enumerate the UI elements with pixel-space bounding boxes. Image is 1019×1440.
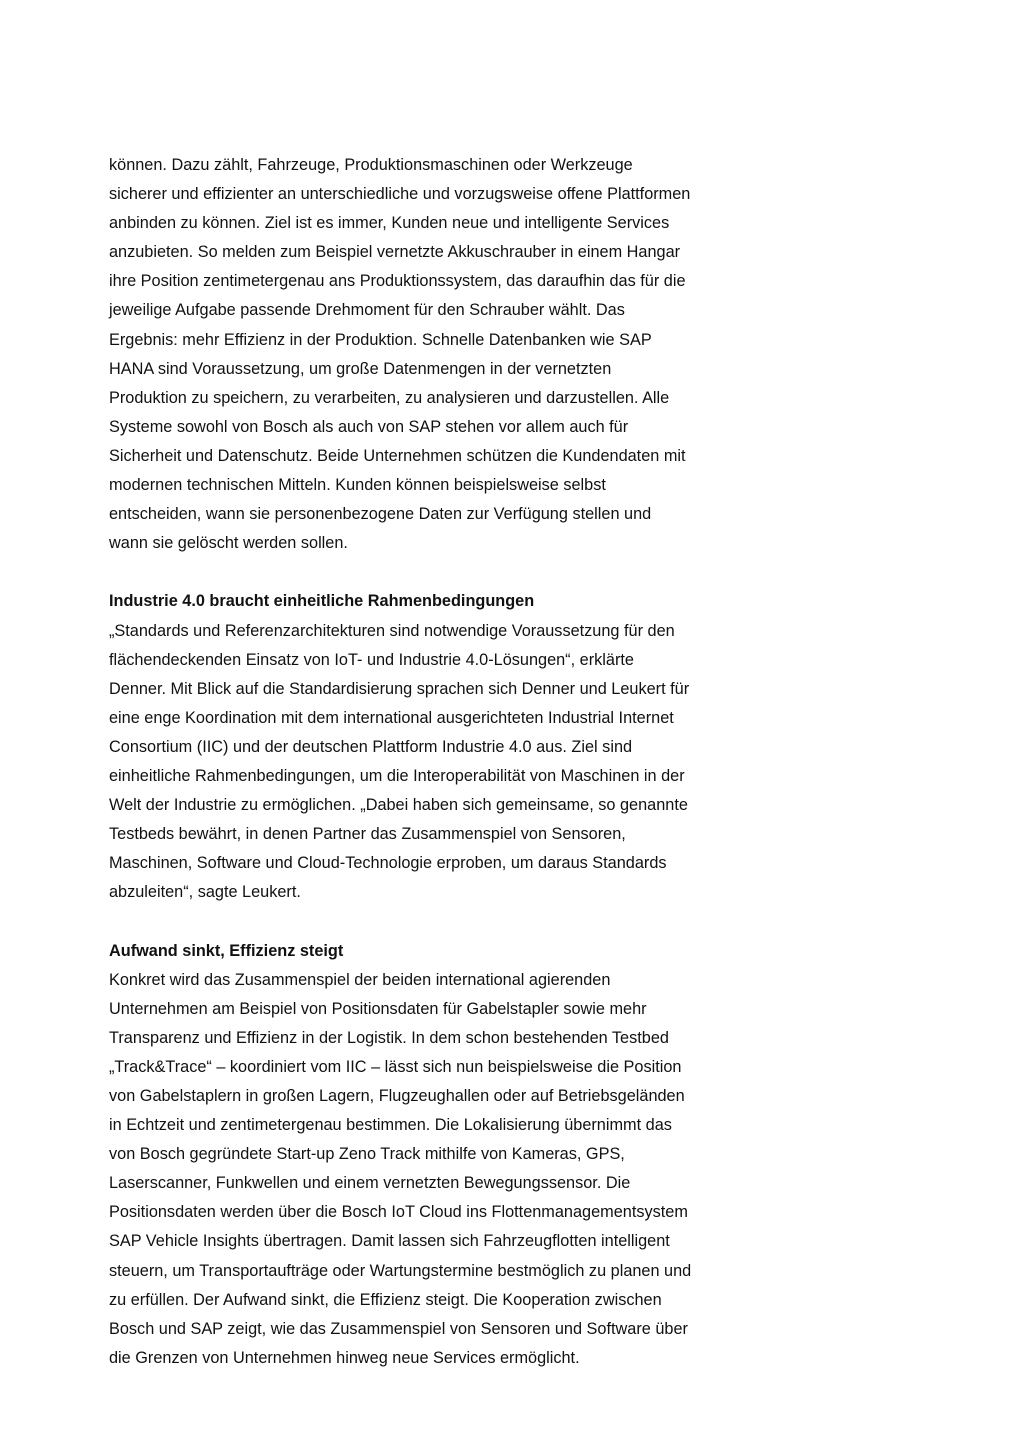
text-line: Positionsdaten werden über die Bosch IoT Cloud ins Flottenmanagementsystem — [109, 1203, 688, 1222]
text-line: abzuleiten“, sagte Leukert. — [109, 883, 301, 902]
text-line: zu erfüllen. Der Aufwand sinkt, die Effizienz steigt. Die Kooperation zwischen — [109, 1290, 662, 1309]
text-line: ihre Position zentimetergenau ans Produktionssystem, das daraufhin das für die — [109, 272, 686, 291]
section-heading: Industrie 4.0 braucht einheitliche Rahmenbedingungen — [109, 592, 535, 611]
text-line: sicherer und effizienter an unterschiedliche und vorzugsweise offene Plattformen — [109, 185, 691, 204]
text-line: Maschinen, Software und Cloud-Technologie erproben, um daraus Standards — [109, 854, 667, 873]
text-line: Bosch und SAP zeigt, wie das Zusammenspiel von Sensoren und Software über — [109, 1319, 688, 1338]
text-line: in Echtzeit und zentimetergenau bestimmen. Die Lokalisierung übernimmt das — [109, 1116, 672, 1135]
text-line: können. Dazu zählt, Fahrzeuge, Produktionsmaschinen oder Werkzeuge — [109, 156, 633, 174]
text-line: Transparenz und Effizienz in der Logistik. In dem schon bestehenden Testbed — [109, 1028, 669, 1047]
text-line: von Gabelstaplern in großen Lagern, Flugzeughallen oder auf Betriebsgeländen — [109, 1087, 685, 1105]
text-line: Ergebnis: mehr Effizienz in der Produktion. Schnelle Datenbanken wie SAP — [109, 330, 652, 349]
paragraph-spacer — [109, 558, 759, 587]
text-line: SAP Vehicle Insights übertragen. Damit lassen sich Fahrzeugflotten intelligent — [109, 1232, 670, 1251]
section-industrie-4-0 — [109, 587, 759, 907]
text-line: Unternehmen am Beispiel von Positionsdaten für Gabelstapler sowie mehr — [109, 999, 647, 1018]
text-line: „Track&Trace“ – koordiniert vom IIC – lässt sich nun beispielsweise die Position — [109, 1057, 682, 1076]
text-line: Laserscanner, Funkwellen und einem vernetzten Bewegungssensor. Die — [109, 1174, 631, 1193]
text-line: die Grenzen von Unternehmen hinweg neue Services ermöglicht. — [109, 1348, 580, 1367]
paragraph-spacer — [109, 907, 759, 936]
text-line: einheitliche Rahmenbedingungen, um die Interoperabilität von Maschinen in der — [109, 766, 685, 785]
text-line: von Bosch gegründete Start-up Zeno Track mithilfe von Kameras, GPS, — [109, 1145, 625, 1164]
text-line: Produktion zu speichern, zu verarbeiten, zu analysieren und darzustellen. Alle — [109, 388, 670, 407]
text-line: anbinden zu können. Ziel ist es immer, Kunden neue und intelligente Services — [109, 214, 670, 233]
text-line: Denner. Mit Blick auf die Standardisierung sprachen sich Denner und Leukert für — [109, 679, 690, 698]
text-line: flächendeckenden Einsatz von IoT- und Industrie 4.0-Lösungen“, erklärte — [109, 650, 634, 669]
text-line: „Standards und Referenzarchitekturen sind notwendige Voraussetzung für den — [109, 621, 675, 640]
document-body — [109, 151, 759, 1373]
text-line: Welt der Industrie zu ermöglichen. „Dabei haben sich gemeinsame, so genannte — [109, 796, 688, 815]
text-line: Systeme sowohl von Bosch als auch von SAP stehen vor allem auch für — [109, 417, 629, 436]
section-aufwand-sinkt — [109, 937, 759, 1373]
text-line: Sicherheit und Datenschutz. Beide Unternehmen schützen die Kundendaten mit — [109, 446, 686, 465]
text-line: anzubieten. So melden zum Beispiel vernetzte Akkuschrauber in einem Hangar — [109, 243, 681, 262]
section-heading: Aufwand sinkt, Effizienz steigt — [109, 941, 344, 960]
text-line: jeweilige Aufgabe passende Drehmoment für den Schrauber wählt. Das — [109, 301, 625, 320]
text-line: Consortium (IIC) und der deutschen Plattform Industrie 4.0 aus. Ziel sind — [109, 737, 633, 756]
text-line: steuern, um Transportaufträge oder Wartungstermine bestmöglich zu planen und — [109, 1261, 692, 1280]
text-line: Konkret wird das Zusammenspiel der beiden international agierenden — [109, 970, 611, 989]
text-line: HANA sind Voraussetzung, um große Datenmengen in der vernetzten — [109, 359, 612, 378]
text-line: wann sie gelöscht werden sollen. — [109, 534, 348, 553]
text-line: eine enge Koordination mit dem international ausgerichteten Industrial Internet — [109, 708, 674, 727]
paragraph-intro — [109, 151, 759, 558]
text-line: modernen technischen Mitteln. Kunden können beispielsweise selbst — [109, 476, 606, 495]
text-line: Testbeds bewährt, in denen Partner das Zusammenspiel von Sensoren, — [109, 825, 626, 844]
text-line: entscheiden, wann sie personenbezogene Daten zur Verfügung stellen und — [109, 505, 652, 524]
